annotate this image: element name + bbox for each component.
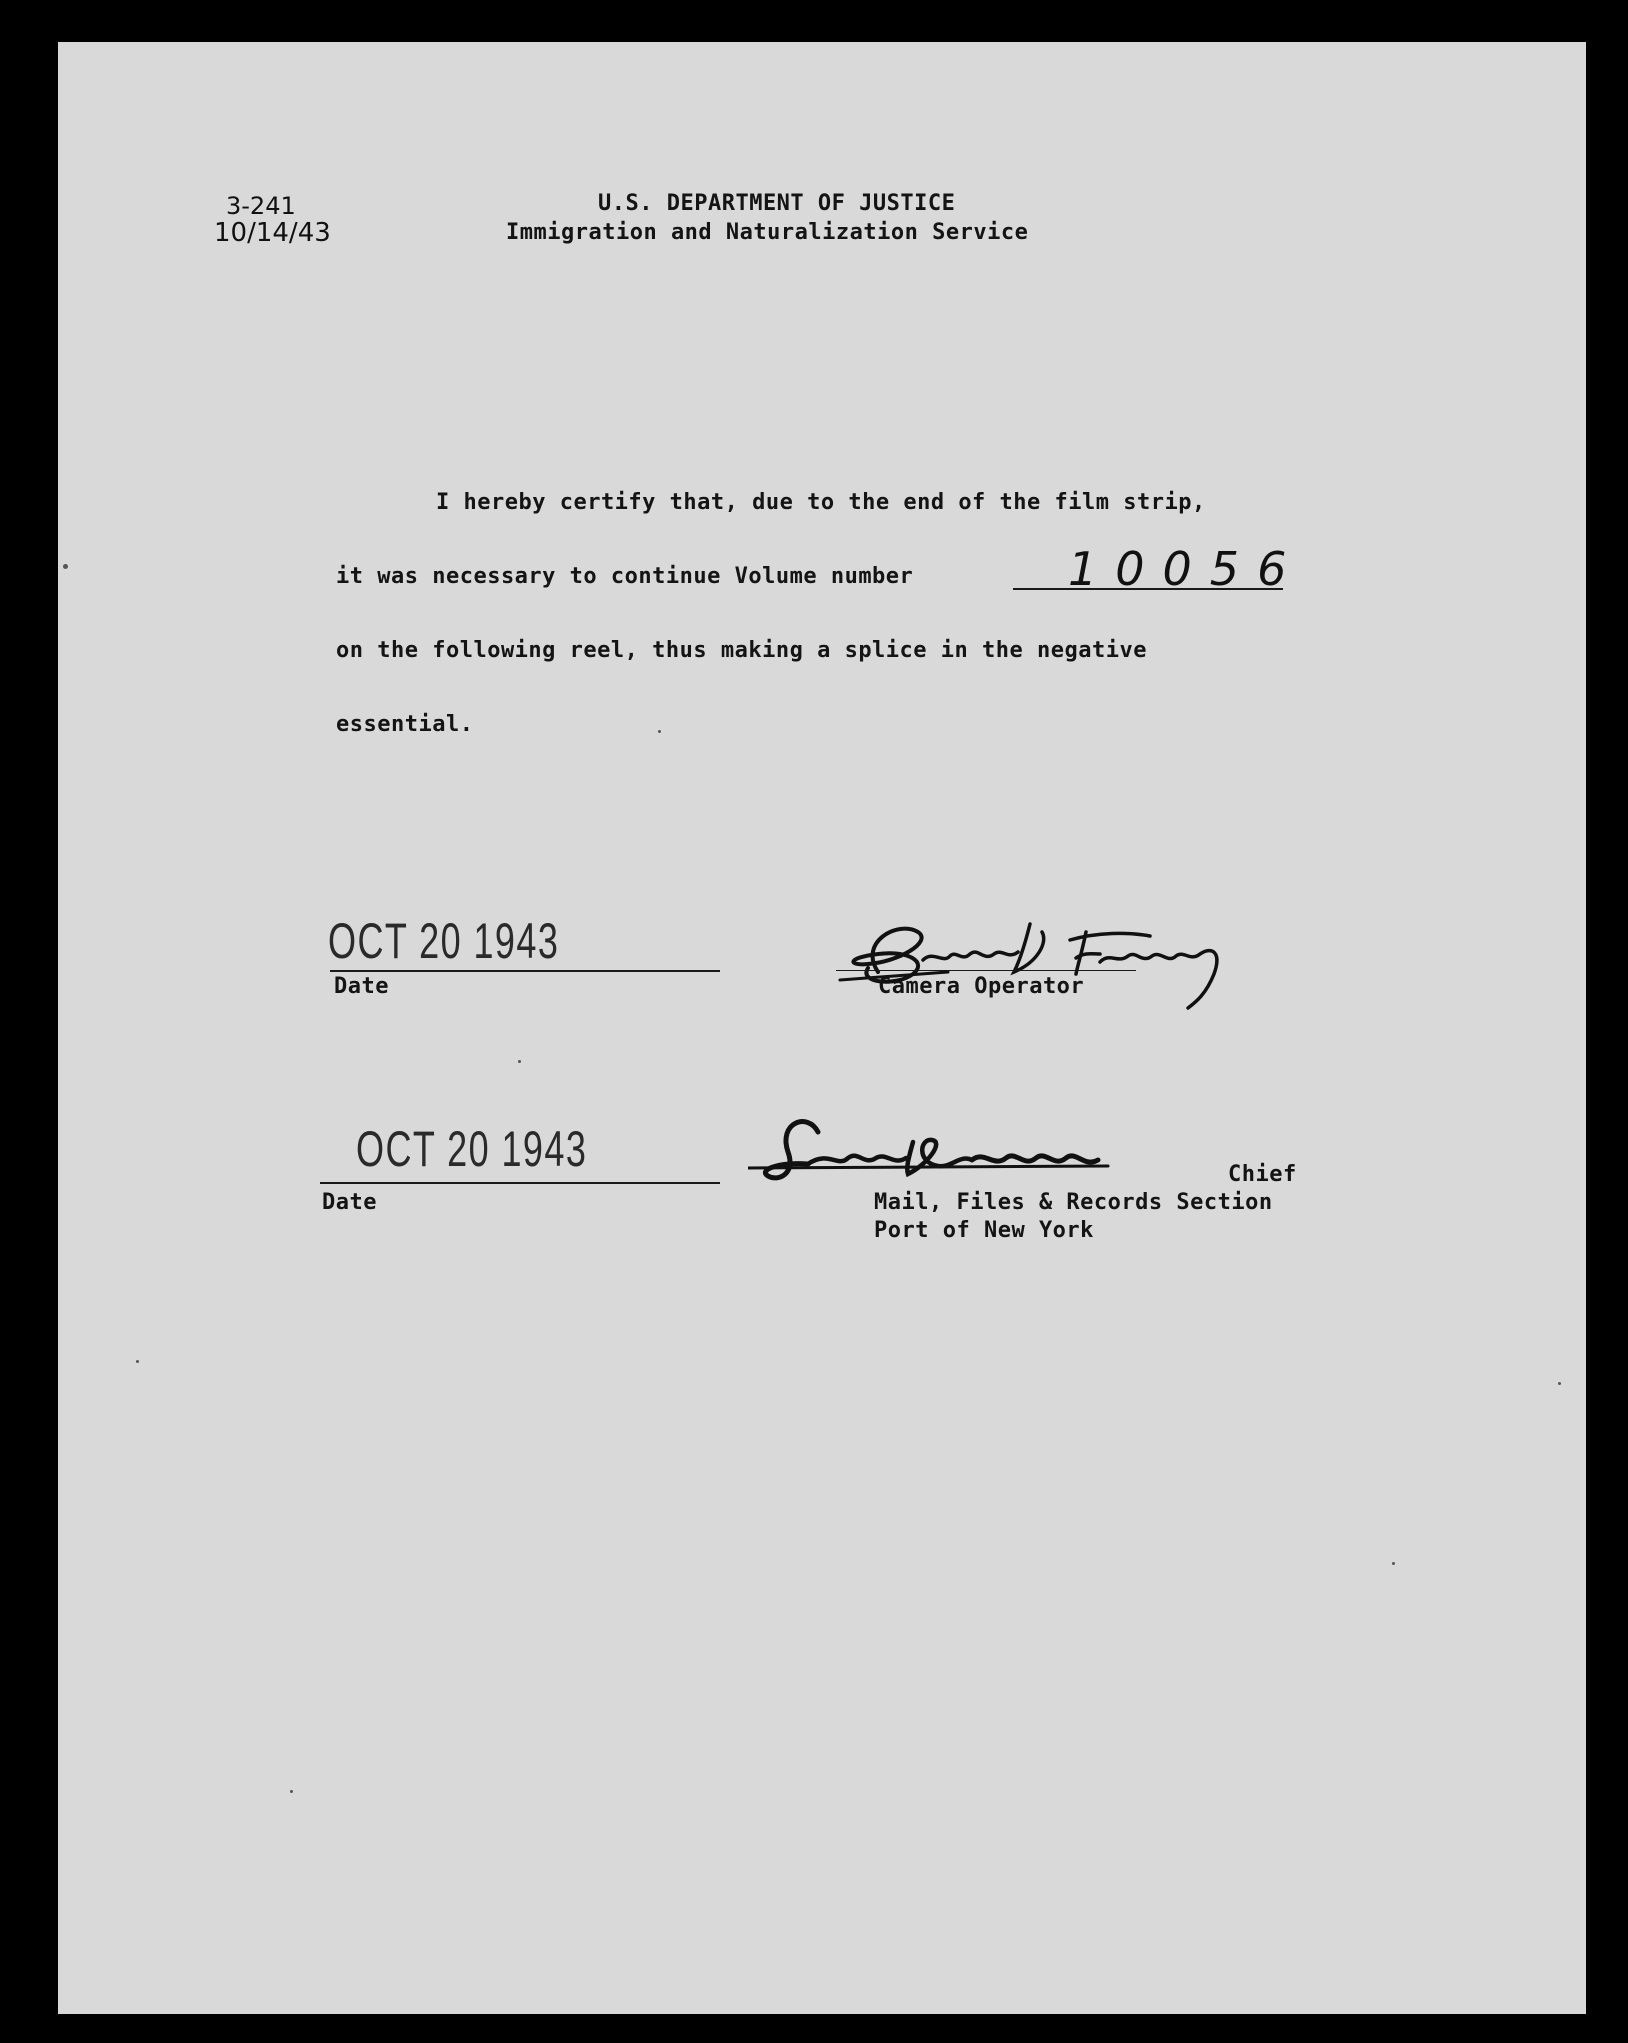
certification-line-3: on the following reel, thus making a splice in the negative — [336, 638, 1147, 663]
date-line-1 — [330, 970, 720, 972]
speck — [658, 730, 661, 733]
volume-number: 10056 — [1068, 542, 1305, 596]
date-label-2: Date — [322, 1190, 377, 1215]
date-stamp-1: OCT 20 1943 — [328, 913, 560, 969]
certification-line-4: essential. — [336, 712, 474, 737]
service-heading: Immigration and Naturalization Service — [506, 220, 1029, 245]
certification-line-1: I hereby certify that, due to the end of the film strip, — [436, 490, 1206, 515]
port-name: Port of New York — [874, 1218, 1094, 1243]
date-stamp-2: OCT 20 1943 — [356, 1121, 588, 1177]
chief-label: Chief — [1228, 1162, 1297, 1187]
speck — [136, 1360, 139, 1363]
camera-operator-label: Camera Operator — [878, 974, 1085, 999]
form-number: 3-241 — [226, 192, 296, 220]
signature-line-1 — [836, 970, 1136, 971]
section-name: Mail, Files & Records Section — [874, 1190, 1273, 1215]
speck — [1558, 1382, 1561, 1385]
chief-signature — [748, 1102, 1168, 1202]
speck — [1392, 1562, 1395, 1565]
speck — [63, 564, 68, 569]
document-page — [58, 42, 1586, 2014]
form-date: 10/14/43 — [214, 218, 331, 248]
date-label-1: Date — [334, 974, 389, 999]
certification-line-2: it was necessary to continue Volume number — [336, 564, 914, 589]
speck — [518, 1060, 521, 1063]
department-heading: U.S. DEPARTMENT OF JUSTICE — [598, 191, 956, 216]
camera-operator-signature-text: Eleanor Fearing — [838, 902, 848, 903]
speck — [290, 1790, 293, 1793]
date-line-2 — [320, 1182, 720, 1184]
